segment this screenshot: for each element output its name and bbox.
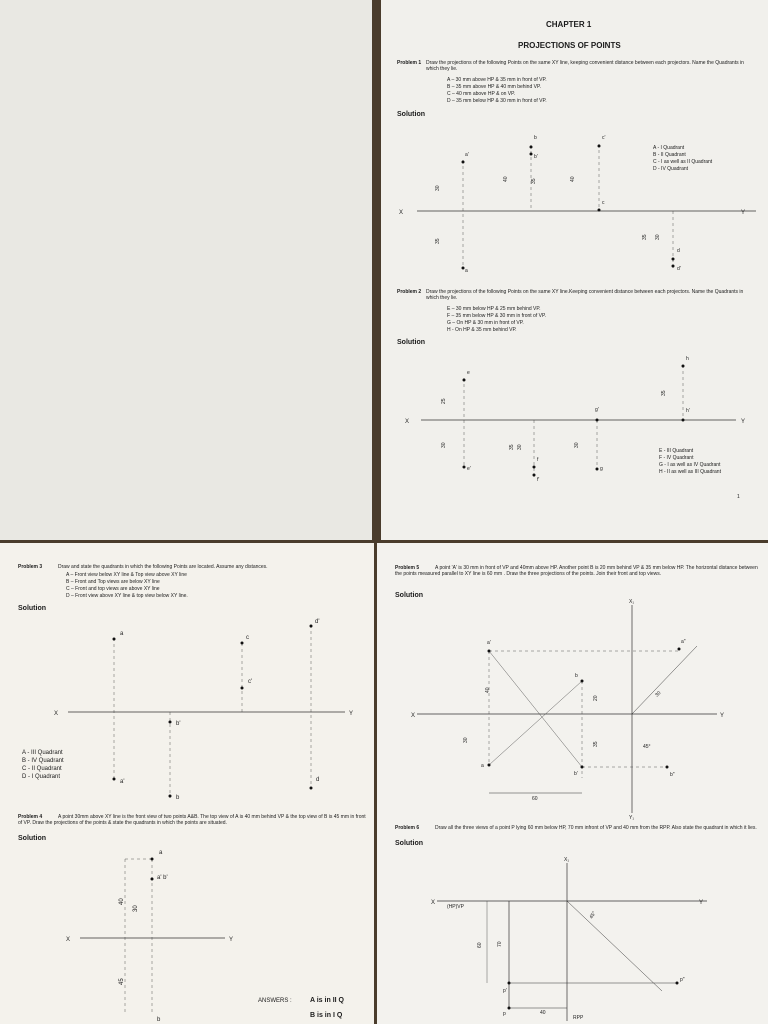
blank-left-page [0,0,372,540]
label-3d-top: d [316,777,320,783]
dim-d-2: 30 [655,234,661,240]
label-h-front: h' [686,408,690,414]
point-4a-top [151,858,154,861]
axis-y-label-5: Y [720,713,725,719]
dim-6-45deg: 45° [588,910,598,920]
problem-4-text: A point 30mm above XY line is the front view of two points A&B. The top view of A is 40 mm behind VP & the top view of B is 45 mm in front of VP. Draw the projections of the points & state the quadrants in which the points are situated. [18,814,366,826]
problem-3-item-a: A – Front view below XY line & Top view above XY line [66,572,187,578]
problem-2-diagram [381,0,768,540]
label-e-top: e [467,370,470,376]
axis-x-label-6: X [431,900,436,906]
axis-x1-label-5: X₁ [629,599,635,605]
label-3a: a [120,631,124,637]
problem-6-solution-label: Solution [395,840,423,847]
label-c-top: c [602,200,605,206]
dim-a-above: 30 [435,185,441,191]
page-1 [381,0,768,540]
problem-5-text: A point 'A' is 30 mm in front of VP and 40mm above HP. Another point B is 20 mm behind VP & 35 mm below HP. The horizontal distance between the points measured parallel to XY line is 60 mm . Draw the three projections of the points. Join their front and top views. [395,565,758,577]
problem-3-answer-d: D - I Quadrant [22,774,61,780]
label-d-top: d [677,248,680,254]
problem-1-text: Draw the projections of the following Points on the same XY line, keeping convenient distance between each projectors. Name the Quadrants in which they lie. [426,60,744,72]
problem-3-solution-label: Solution [18,605,46,612]
dim-5-45deg: 45° [643,744,651,750]
page-number: 1 [737,494,740,500]
label-5b-front: b' [574,771,578,777]
dim-b-1: 40 [503,176,509,182]
label-f-front: f' [537,477,540,483]
label-f-top: f [537,457,539,463]
label-3c-front: c' [248,679,253,685]
label-b-front: b' [534,154,538,160]
axis-y-label-6: Y [699,900,704,906]
problem-2-answer-h: H - II as well as III Quadrant [659,469,721,475]
point-5a-side [678,648,681,651]
point-5a-front [488,650,491,653]
dim-5-40: 40 [485,687,491,693]
top-join-5 [489,681,582,765]
label-5a-front: a' [487,640,491,646]
dim-d-1: 35 [642,234,648,240]
problem-1-answer-b: B - II Quadrant [653,152,686,158]
axis-x-label-5: X [411,713,416,719]
problem-1-item-c: C – 40 mm above HP & on VP. [447,91,516,97]
point-h-top [682,365,685,368]
problem-1-item-d: D – 35 mm below HP & 30 mm in front of VP. [447,98,547,104]
point-5b-side [666,766,669,769]
point-g-top [596,468,599,471]
label-a-top: a [465,268,468,274]
problem-1-answer-a: A - I Quadrant [653,145,685,151]
point-f-top [533,466,536,469]
miter-line-5 [632,646,697,714]
dim-f-1: 35 [509,444,515,450]
problem-2-answer-f: F - IV Quadrant [659,455,694,461]
problem-1-answer-d: D - IV Quadrant [653,166,689,172]
problem-3-item-d: D – Front view above XY line & top view below XY line. [66,593,188,599]
point-f-front [533,474,536,477]
dim-6-40: 40 [540,1010,546,1016]
label-6-front: p' [503,988,507,994]
dim-5-side-30: 30 [654,690,663,699]
answers-label: ANSWERS : [258,998,292,1004]
dim-5-35: 35 [593,741,599,747]
label-3a-front: a' [120,779,125,785]
axis-y-label-4: Y [229,937,234,943]
label-d-front: d' [677,266,681,272]
label-e-front: e' [467,466,471,472]
problem-2-answer-g: G - I as well as IV Quadrant [659,462,721,468]
miter-line-6 [567,901,662,991]
problem-3-answer-b: B - IV Quadrant [22,758,64,764]
dim-6-60: 60 [477,942,483,948]
problem-3-item-b: B – Front and Top views are below XY line [66,579,160,585]
label-rpp: RPP [573,1015,584,1021]
problem-1-solution-label: Solution [397,111,425,118]
problem-2-title: Problem 2 [397,289,422,295]
dim-4-45: 45 [119,978,125,985]
point-6-top [508,1007,511,1010]
problem-4-solution-label: Solution [18,835,46,842]
dim-6-70: 70 [497,941,503,947]
page-2 [0,543,374,1024]
point-3b-front [169,721,172,724]
label-3b-front: b' [176,721,181,727]
chapter-label: CHAPTER 1 [546,20,592,29]
label-hp-vp: (HP)VP [447,904,464,910]
problem-4-title: Problem 4 [18,814,43,820]
problem-5-title: Problem 5 [395,565,420,571]
point-3c-top [241,642,244,645]
label-c-front: c' [602,135,606,141]
problem-3-item-c: C – Front and top views are above XY line [66,586,160,592]
dim-g: 30 [574,442,580,448]
point-3a-top [113,638,116,641]
dim-e-2: 30 [441,442,447,448]
front-join-5 [489,651,582,767]
label-6-top: p [503,1011,506,1017]
problem-3-title: Problem 3 [18,564,43,570]
dim-f-2: 30 [517,444,523,450]
dim-5-20: 20 [593,695,599,701]
dim-5-30: 30 [463,737,469,743]
problem-3-text: Draw and state the quadrants in which the following Points are located. Assume any distances. [58,564,268,570]
problem-2-solution-label: Solution [397,339,425,346]
problem-5-solution-label: Solution [395,592,423,599]
point-e-top [463,379,466,382]
axis-x-label-2: X [405,419,410,425]
point-5b-top [581,680,584,683]
problem-1-item-a: A – 30 mm above HP & 35 mm in front of VP. [447,77,547,83]
label-4a: a [159,850,163,856]
point-g-front [596,419,599,422]
label-5a-side: a" [681,639,686,645]
problem-6-text: Draw all the three views of a point P lying 60 mm below HP, 70 mm infront of VP and 40 mm from the RPP. Also state the quadrant in which it lies. [435,825,757,831]
axis-y-label-3: Y [349,711,354,717]
dim-e-1: 25 [441,398,447,404]
label-6-side: p" [680,977,685,983]
point-3d-top [310,787,313,790]
axis-x-label: X [399,210,404,216]
axis-y1-label-5: Y₁ [629,815,635,821]
dim-h: 35 [661,390,667,396]
problem-1-item-b: B – 35 mm above HP & 40 mm behind VP. [447,84,542,90]
problem-3-answer-a: A - III Quadrant [22,750,63,756]
problem-2-item-h: H - On HP & 35 mm behind VP. [447,327,517,333]
problem-2-item-g: G – On HP & 30 mm in front of VP. [447,320,524,326]
answer-b: B is in I Q [310,1012,343,1019]
label-h-top: h [686,356,689,362]
problems-3-4-diagrams [0,543,374,1024]
problem-6-title: Problem 6 [395,825,420,831]
point-5a-top [488,764,491,767]
point-6-side [676,982,679,985]
dim-5-60: 60 [532,796,538,802]
label-3c-top: c [246,635,249,641]
label-g-front: g' [595,407,599,413]
label-5b-side: b" [670,772,675,778]
label-4b: b [157,1017,161,1023]
problem-3-answer-c: C - II Quadrant [22,766,62,772]
point-6-front [508,982,511,985]
axis-y-label: Y [741,210,746,216]
dim-b-2: 35 [531,178,537,184]
point-e-front [463,466,466,469]
label-g-top: g [600,466,603,472]
dim-4-30: 30 [133,905,139,912]
axis-x-label-4: X [66,937,71,943]
dim-c: 40 [570,176,576,182]
point-h-front [682,419,685,422]
label-4ab: a' b' [157,875,168,881]
label-3b-top: b [176,795,180,801]
label-a-front: a' [465,152,469,158]
problem-2-item-e: E – 30 mm below HP & 25 mm behind VP. [447,306,541,312]
point-3a-front [113,778,116,781]
problem-2-text: Draw the projections of the following Points on the same XY line.Keeping convenient distance between each projectors. Name the Quadrants in which they lie. [426,289,744,301]
label-3d-front: d' [315,619,320,625]
problem-2-answer-e: E - III Quadrant [659,448,694,454]
point-4ab-front [151,878,154,881]
problem-1-answer-c: C - I as well as II Quadrant [653,159,713,165]
problem-1-title: Problem 1 [397,60,422,66]
label-b-top: b [534,135,537,141]
problems-5-6-diagrams [377,543,768,1024]
axis-x1-label-6: X₁ [564,857,570,863]
label-5a-top: a [481,763,484,769]
point-3c-front [241,687,244,690]
page-3 [377,543,768,1024]
point-3d-front [310,625,313,628]
problem-2-item-f: F – 35 mm below HP & 30 mm in front of VP. [447,313,547,319]
answer-a: A is in II Q [310,997,344,1004]
point-3b-top [169,795,172,798]
axis-y-label-2: Y [741,419,746,425]
dim-4-40: 40 [119,898,125,905]
point-5b-front [581,766,584,769]
axis-x-label-3: X [54,711,59,717]
dim-a-below: 35 [435,238,441,244]
label-5b-top: b [575,673,578,679]
chapter-heading: PROJECTIONS OF POINTS [518,41,621,50]
